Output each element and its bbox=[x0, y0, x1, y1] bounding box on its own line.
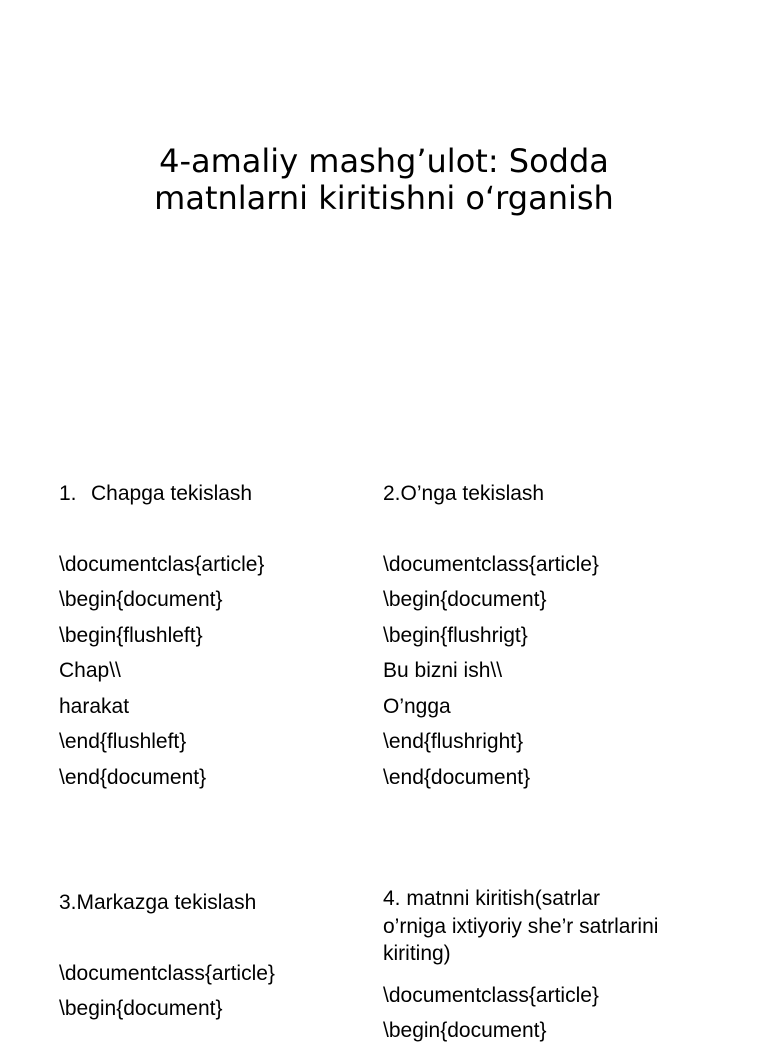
section-heading-line: kiriting) bbox=[383, 942, 451, 965]
page-title-line-1: 4-amaliy mashg’ulot: Sodda bbox=[159, 142, 609, 180]
section-text-input bbox=[383, 885, 658, 1049]
section-number: 1. bbox=[59, 482, 77, 505]
code-line: \begin{document} bbox=[383, 588, 547, 611]
code-line: \documentclas{article} bbox=[59, 552, 265, 576]
code-line: O’ngga bbox=[383, 694, 451, 718]
code-line: \documentclass{article} bbox=[59, 961, 275, 985]
section-left-align bbox=[59, 476, 264, 795]
code-line: \end{flushright} bbox=[383, 730, 524, 753]
section-heading-line: 4. matnni kiritish(satrlar bbox=[383, 887, 601, 910]
section-heading: 2.O’nga tekislash bbox=[383, 482, 545, 505]
code-line: \begin{document} bbox=[383, 1019, 547, 1042]
code-line: \end{document} bbox=[383, 765, 531, 789]
code-line: \begin{flushrigt} bbox=[383, 623, 528, 647]
code-line: Chap\\ bbox=[59, 659, 121, 682]
page-title-line-2: matnlarni kiritishni o‘rganish bbox=[154, 179, 614, 217]
code-line: \begin{document} bbox=[59, 997, 223, 1020]
code-line: harakat bbox=[59, 694, 130, 718]
code-line: \end{flushleft} bbox=[59, 730, 187, 753]
section-right-align bbox=[383, 476, 599, 795]
code-line: \documentclass{article} bbox=[383, 983, 599, 1007]
section-heading bbox=[59, 476, 264, 512]
code-line: \documentclass{article} bbox=[383, 552, 599, 576]
code-line: \begin{flushleft} bbox=[59, 623, 203, 647]
code-line: \begin{document} bbox=[59, 588, 223, 611]
section-heading: 3.Markazga tekislash bbox=[59, 891, 257, 914]
section-center-align bbox=[59, 885, 275, 1027]
section-heading-text: Chapga tekislash bbox=[91, 482, 253, 505]
section-heading-line: o’rniga ixtiyoriy she’r satrlarini bbox=[383, 914, 659, 938]
page-title bbox=[0, 143, 768, 217]
code-line: Bu bizni ish\\ bbox=[383, 659, 503, 682]
code-line: \end{document} bbox=[59, 765, 207, 789]
